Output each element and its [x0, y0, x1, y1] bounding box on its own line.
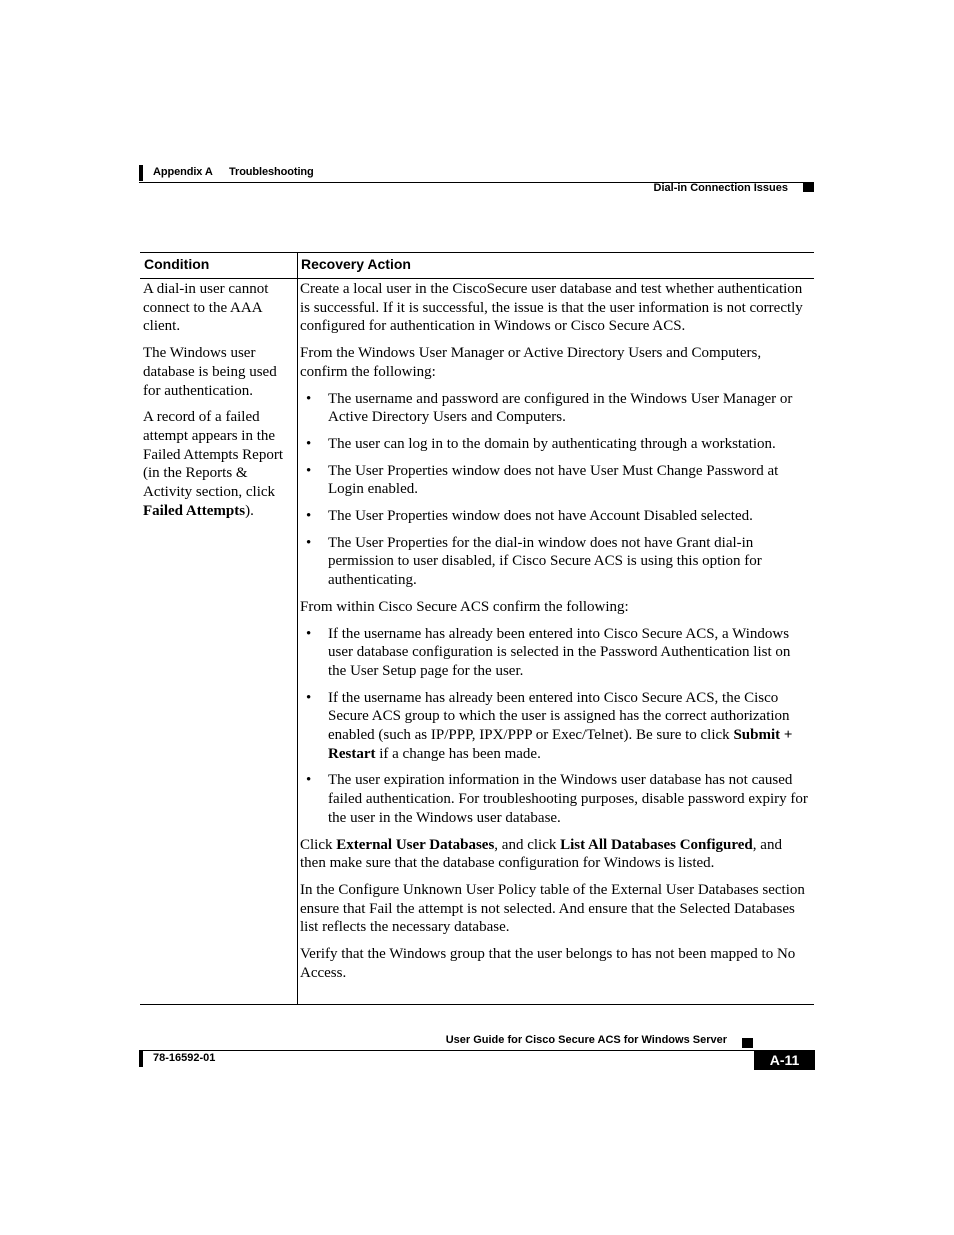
condition-cell [143, 280, 291, 528]
list-item [300, 435, 810, 454]
action-paragraph [300, 836, 810, 873]
action-text: Click [300, 836, 337, 853]
condition-bold-text: Failed Attempts [143, 502, 246, 519]
list-item-text: The User Properties window does not have User Must Change Password at Login enabled. [328, 462, 779, 498]
list-item-text: The username and password are configured in the Windows User Manager or Active Directory Users and Computers. [328, 390, 793, 426]
bullet-icon: • [306, 390, 312, 407]
action-paragraph: Create a local user in the CiscoSecure user database and test whether authentication is successful. If it is successful, the issue is that the user information is not correctly configured for authentication in Windows or Cisco Secure ACS. [300, 281, 803, 335]
column-header-recovery-action: Recovery Action [301, 256, 411, 272]
action-bold-text: External User Databases [336, 836, 495, 853]
header-section: Troubleshooting [229, 166, 314, 178]
bullet-icon: • [306, 625, 312, 642]
action-paragraph: From within Cisco Secure ACS confirm the following: [300, 598, 629, 615]
list-item [300, 507, 810, 526]
list-item [300, 462, 810, 499]
footer-guide-title: User Guide for Cisco Secure ACS for Windows Server [445, 1034, 727, 1046]
action-paragraph: From the Windows User Manager or Active Directory Users and Computers, confirm the following: [300, 345, 762, 380]
action-bold-text: List All Databases Configured [560, 836, 753, 853]
header-appendix: Appendix A [153, 166, 213, 178]
table-column-divider [297, 252, 298, 1005]
condition-paragraph: A dial-in user cannot connect to the AAA client. [143, 281, 269, 335]
bullet-icon: • [306, 462, 312, 479]
header-subsection: Dial-in Connection Issues [653, 182, 788, 194]
footer-rule [139, 1050, 754, 1051]
list-item-text: If the username has already been entered into Cisco Secure ACS, a Windows user database configuration is selected in the Password Authentication list on the User Setup page for the user. [328, 625, 791, 679]
list-item-text: The User Properties for the dial-in window does not have Grant dial-in permission to user disabled, if Cisco Secure ACS is using this option for authenticating. [328, 534, 762, 589]
table-bottom-rule [140, 1004, 814, 1005]
condition-paragraph [143, 408, 291, 520]
list-item-text: The User Properties window does not have Account Disabled selected. [328, 508, 753, 525]
page-number: A-11 [754, 1050, 815, 1070]
bullet-icon: • [306, 689, 312, 706]
list-item-text: The user expiration information in the Windows user database has not caused failed authentication. For troubleshooting purposes, disable password expiry for the user in the Windows user database. [328, 772, 808, 826]
list-item-text: if a change has been made. [375, 745, 541, 762]
list-item [300, 534, 810, 590]
list-item-bold-text: Submit + Restart [328, 727, 793, 762]
acs-checklist [300, 625, 810, 828]
recovery-action-cell [300, 280, 810, 991]
condition-paragraph: The Windows user database is being used for authentication. [143, 345, 277, 399]
footer-left-bar [139, 1050, 143, 1067]
table-header-rule [140, 278, 814, 279]
column-header-condition: Condition [144, 256, 210, 272]
windows-checklist [300, 390, 810, 590]
header-left-bar [139, 165, 143, 181]
list-item [300, 390, 810, 427]
header-square [803, 182, 814, 192]
footer-doc-number: 78-16592-01 [153, 1052, 216, 1064]
list-item [300, 689, 810, 764]
table-top-rule [140, 252, 814, 253]
condition-text: ). [245, 502, 254, 519]
list-item [300, 625, 810, 681]
bullet-icon: • [306, 435, 312, 452]
bullet-icon: • [306, 508, 312, 525]
list-item-text: The user can log in to the domain by authenticating through a workstation. [328, 435, 776, 452]
bullet-icon: • [306, 772, 312, 789]
action-text: , and then make sure that the database configuration for Windows is listed. [300, 836, 782, 872]
footer-square [742, 1038, 753, 1048]
action-text: , and click [494, 836, 561, 853]
action-paragraph: Verify that the Windows group that the user belongs to has not been mapped to No Access. [300, 946, 796, 981]
action-paragraph: In the Configure Unknown User Policy table of the External User Databases section ensure that Fail the attempt is not selected. And ensure that the Selected Databases list reflects the necessary database. [300, 881, 805, 936]
list-item-text: If the username has already been entered into Cisco Secure ACS, the Cisco Secure ACS group to which the user is assigned has the correct authorization enabled (such as IP/PPP, IPX/PPP or Exec/Telnet). Be sure to click [328, 689, 790, 744]
condition-text: A record of a failed attempt appears in the Failed Attempts Report (in the Reports & Activity section, click [143, 409, 283, 501]
list-item [300, 771, 810, 827]
bullet-icon: • [306, 534, 312, 551]
